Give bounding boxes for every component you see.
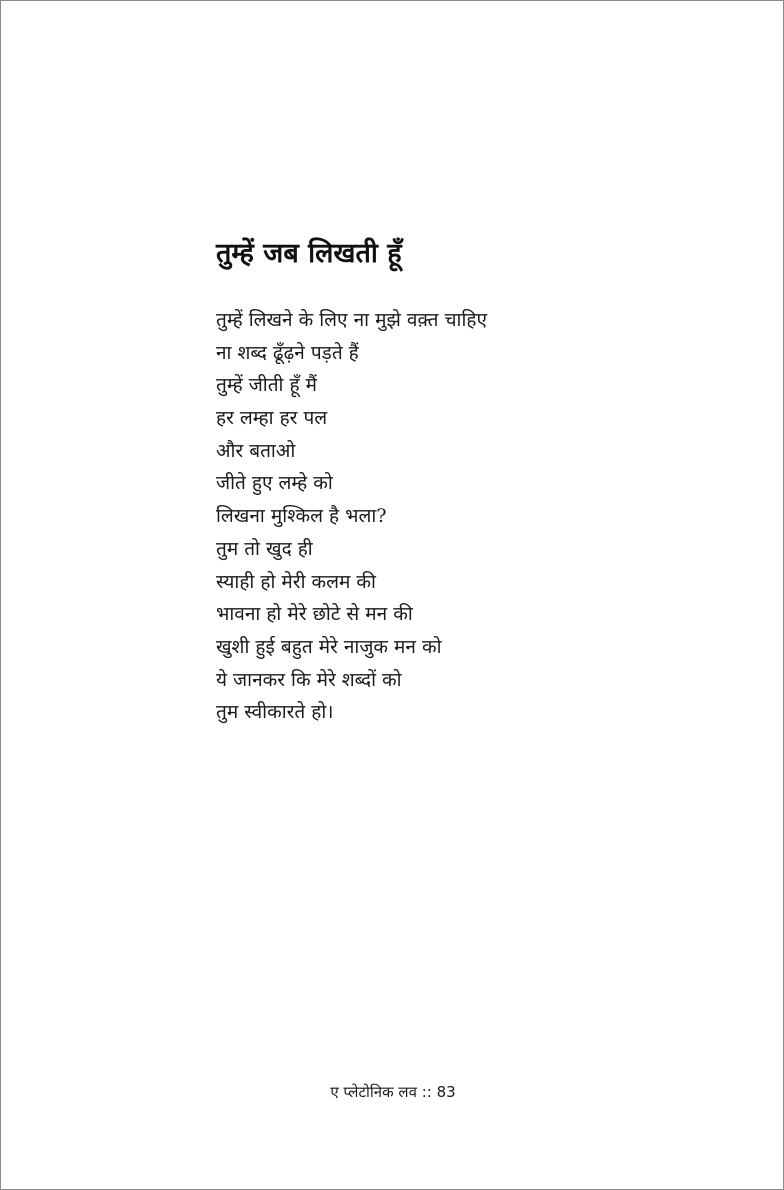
poem-line: लिखना मुश्किल है भला? (216, 505, 387, 528)
poem-body (216, 304, 487, 729)
poem-line: स्याही हो मेरी कलम की (216, 570, 376, 593)
poem-line: तुम तो खुद ही (216, 537, 313, 560)
poem-line: भावना हो मेरे छोटे से मन की (216, 603, 413, 626)
page-footer (1, 1082, 784, 1102)
poem-line: तुम्हें जीती हूँ मैं (216, 374, 317, 397)
poem-line: ना शब्द ढूँढ़ने पड़ते हैं (216, 341, 359, 364)
poem-line: खुशी हुई बहुत मेरे नाजुक मन को (216, 635, 442, 658)
poem-line: जीते हुए लम्हे को (216, 472, 333, 495)
page-number: 83 (436, 1083, 456, 1101)
poem-title: तुम्हें जब लिखती हूँ (216, 238, 402, 269)
poem-line: तुम स्वीकारते हो। (216, 701, 334, 724)
poem-line: ये जानकर कि मेरे शब्दों को (216, 668, 402, 691)
footer-book-title: ए प्लेटोनिक लव (330, 1083, 417, 1101)
poem-line: तुम्हें लिखने के लिए ना मुझे वक़्त चाहिए (216, 309, 487, 331)
poem-line: और बताओ (216, 439, 296, 462)
footer-separator: :: (421, 1083, 432, 1101)
poem-line: हर लम्हा हर पल (216, 407, 328, 430)
